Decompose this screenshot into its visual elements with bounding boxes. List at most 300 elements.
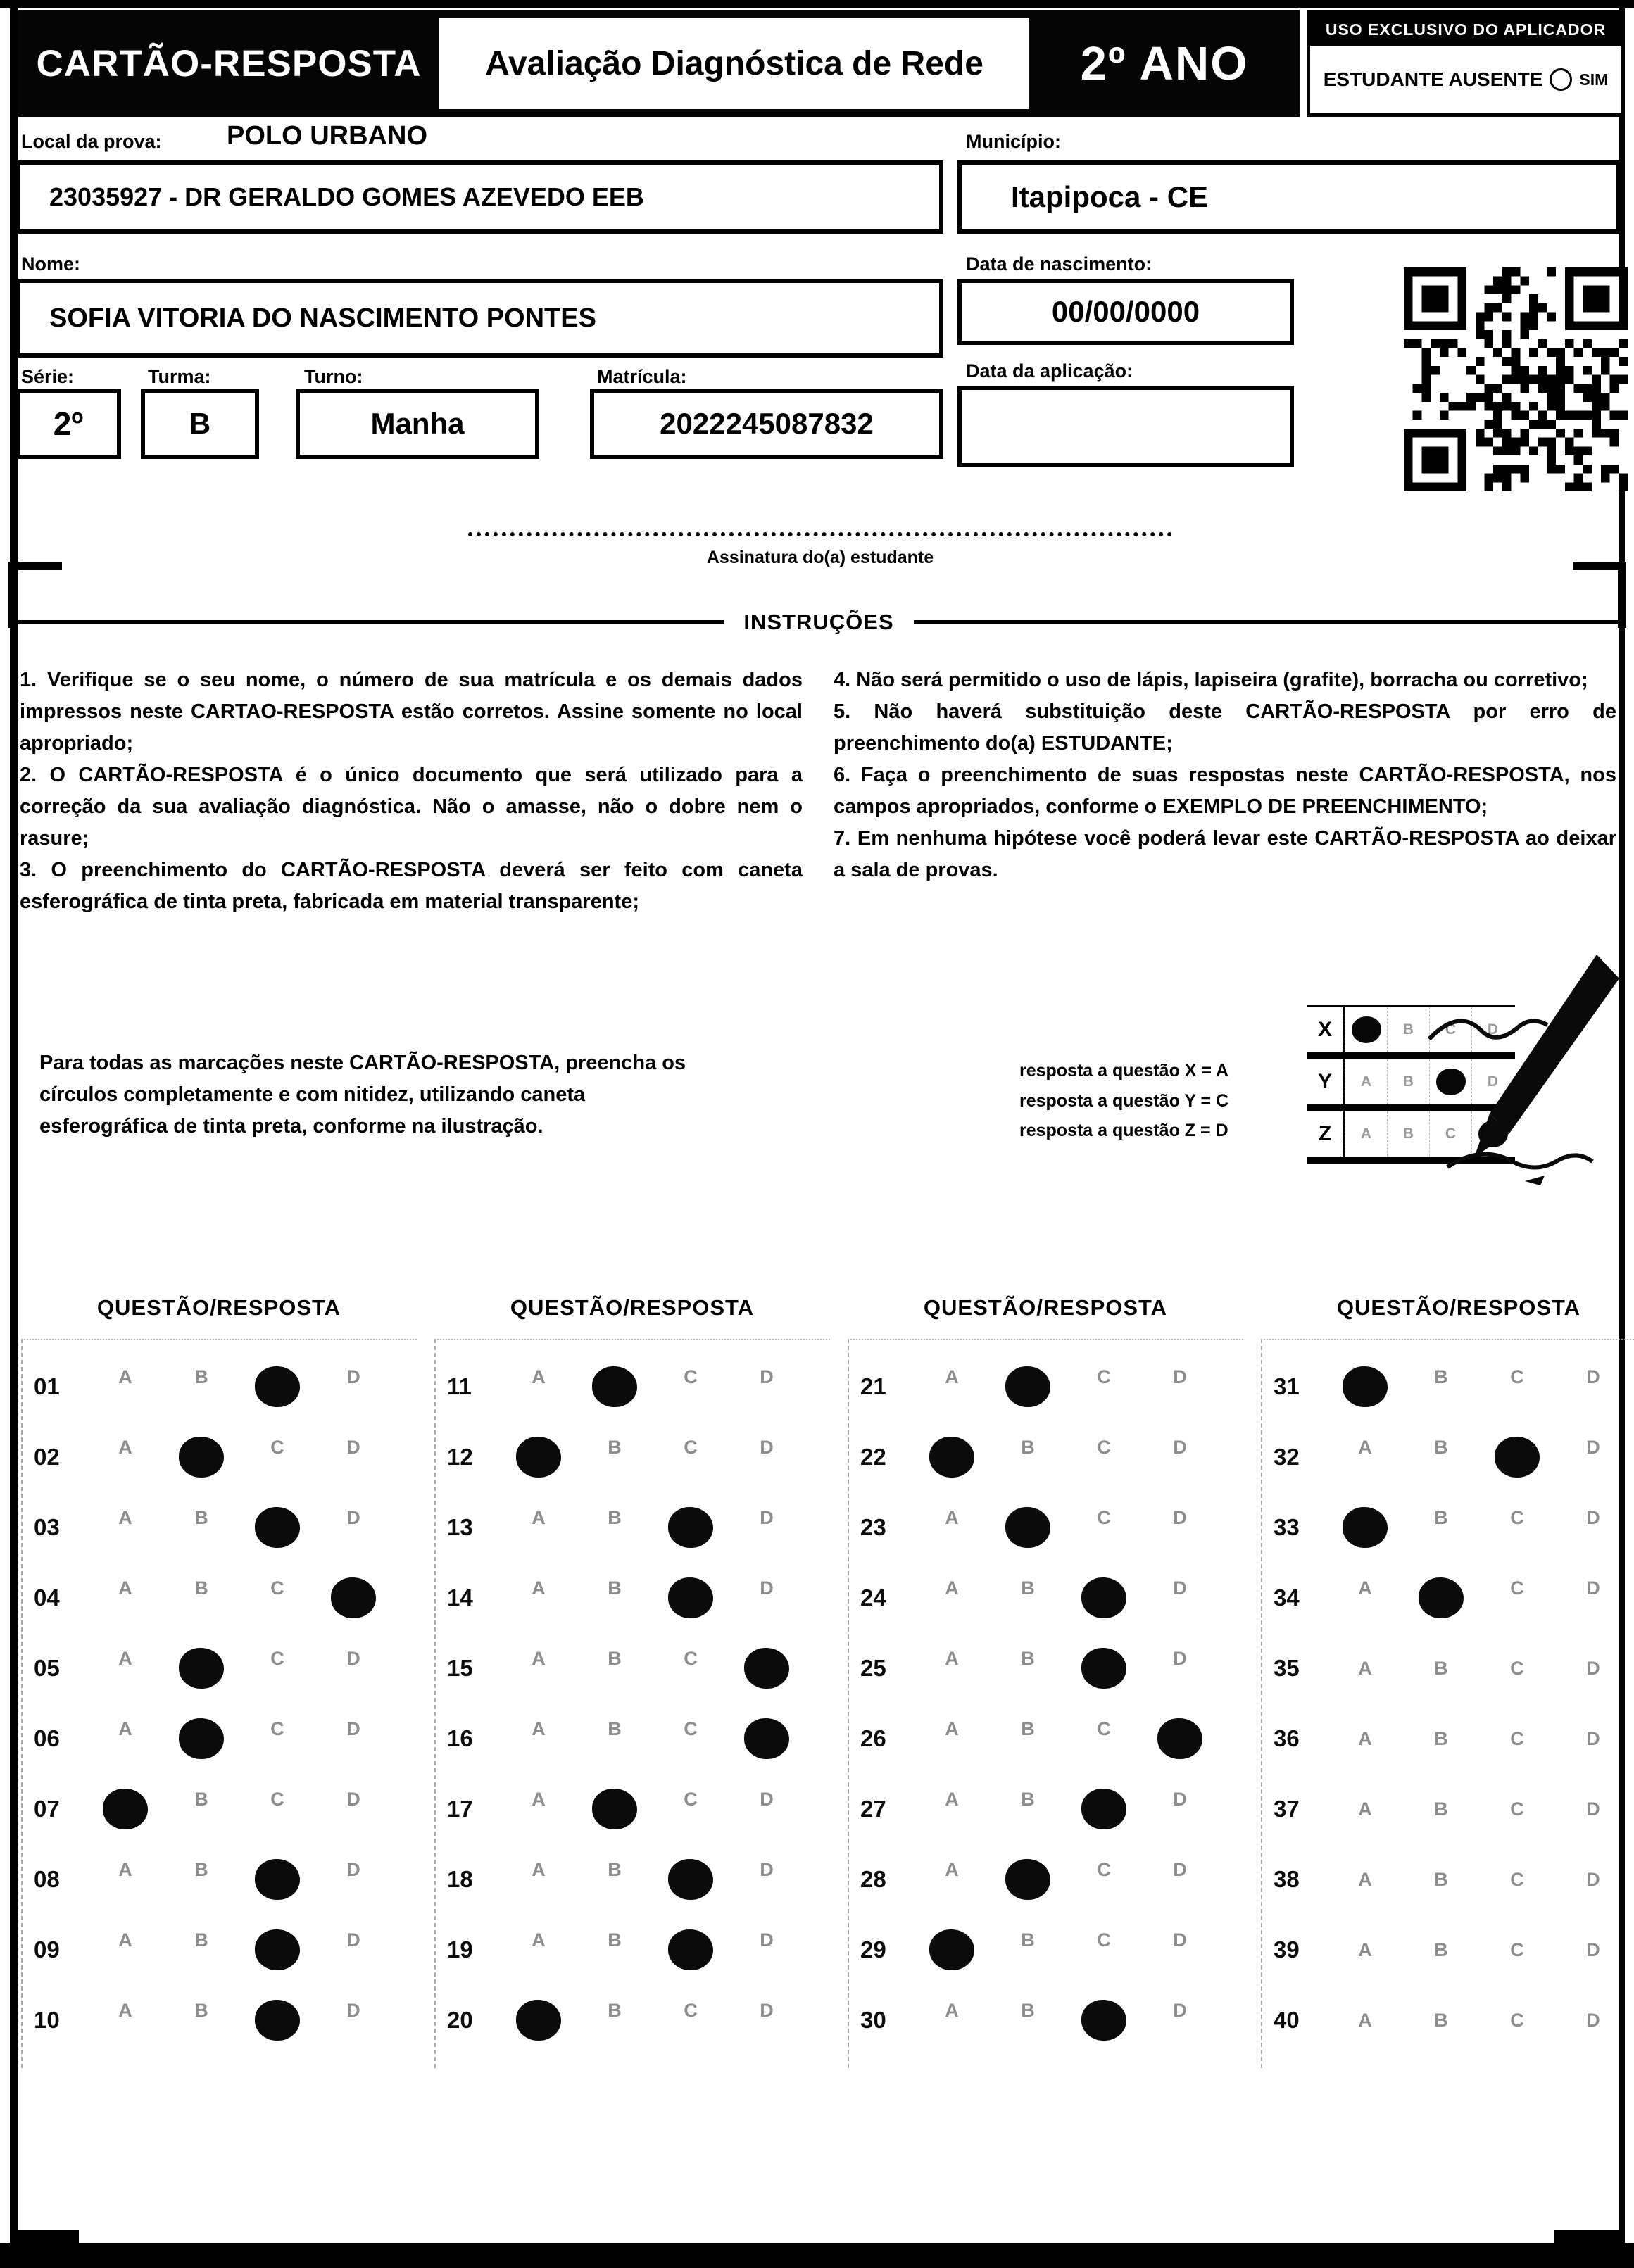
bubble-01-C[interactable] xyxy=(239,1366,315,1407)
marked-bubble xyxy=(179,1648,224,1689)
bubble-32-C[interactable] xyxy=(1479,1437,1555,1478)
option-letter: C xyxy=(1510,1939,1524,1960)
bubble-17-A[interactable] xyxy=(501,1789,577,1810)
bubble-21-A[interactable] xyxy=(914,1366,990,1388)
bubble-18-C[interactable] xyxy=(653,1859,729,1900)
bubble-27-D[interactable] xyxy=(1142,1789,1218,1810)
option-letter: B xyxy=(1021,1437,1035,1458)
option-letter: A xyxy=(945,1366,959,1387)
question-number: 31 xyxy=(1274,1373,1300,1399)
answer-row xyxy=(1262,1563,1634,1633)
option-letter: B xyxy=(1434,2009,1448,2031)
bubble-01-D[interactable] xyxy=(315,1366,391,1388)
answer-row xyxy=(436,1703,830,1774)
marked-bubble xyxy=(1081,1789,1126,1829)
question-number: 21 xyxy=(860,1373,886,1399)
bubble-20-A[interactable] xyxy=(501,2000,577,2041)
bubble-10-A[interactable] xyxy=(87,2000,163,2022)
bubble-08-C[interactable] xyxy=(239,1859,315,1900)
bubble-40-B[interactable] xyxy=(1403,2010,1479,2031)
bubble-37-B[interactable] xyxy=(1403,1798,1479,1820)
qr-code xyxy=(1404,267,1628,491)
nome-field: SOFIA VITORIA DO NASCIMENTO PONTES xyxy=(15,279,943,358)
bubble-34-C[interactable] xyxy=(1479,1577,1555,1599)
question-number: 19 xyxy=(447,1936,473,1963)
option-letter: A xyxy=(532,1366,546,1387)
bubble-13-D[interactable] xyxy=(729,1507,805,1529)
question-number: 32 xyxy=(1274,1444,1300,1470)
bubble-16-A[interactable] xyxy=(501,1718,577,1740)
answer-row xyxy=(849,1352,1243,1422)
bubble-04-B[interactable] xyxy=(163,1577,239,1599)
answer-row xyxy=(1262,1844,1634,1915)
bubble-34-A[interactable] xyxy=(1327,1577,1403,1599)
bubble-22-D[interactable] xyxy=(1142,1437,1218,1459)
option-letter: B xyxy=(1021,1789,1035,1810)
question-number: 16 xyxy=(447,1725,473,1751)
bubble-29-A[interactable] xyxy=(914,1929,990,1970)
option-letter: A xyxy=(118,1507,132,1528)
aplicacao-field[interactable] xyxy=(957,386,1294,467)
bubble-19-A[interactable] xyxy=(501,1929,577,1951)
answer-row xyxy=(436,1352,830,1422)
bubble-16-D[interactable] xyxy=(729,1718,805,1759)
bubble-23-D[interactable] xyxy=(1142,1507,1218,1529)
answer-row xyxy=(849,1492,1243,1563)
marked-bubble xyxy=(1343,1366,1388,1407)
marked-bubble xyxy=(668,1577,713,1618)
option-letter: B xyxy=(608,1577,622,1599)
option-letter: B xyxy=(1434,1657,1448,1679)
bubble-26-C[interactable] xyxy=(1066,1718,1142,1740)
bubble-13-A[interactable] xyxy=(501,1507,577,1529)
bubble-02-C[interactable] xyxy=(239,1437,315,1459)
school-field: 23035927 - DR GERALDO GOMES AZEVEDO EEB xyxy=(15,160,943,234)
bubble-28-D[interactable] xyxy=(1142,1859,1218,1881)
bubble-27-A[interactable] xyxy=(914,1789,990,1810)
question-number: 25 xyxy=(860,1655,886,1681)
signature-line[interactable] xyxy=(468,532,1172,536)
option-letter: B xyxy=(194,1507,208,1528)
matricula-field: 2022245087832 xyxy=(590,389,943,459)
bubble-09-D[interactable] xyxy=(315,1929,391,1951)
bubble-12-B[interactable] xyxy=(577,1437,653,1459)
bubble-39-A[interactable] xyxy=(1327,1939,1403,1961)
bubble-07-D[interactable] xyxy=(315,1789,391,1810)
bubble-22-C[interactable] xyxy=(1066,1437,1142,1459)
question-number: 20 xyxy=(447,2007,473,2033)
answer-row xyxy=(849,1703,1243,1774)
marked-bubble xyxy=(1081,1577,1126,1618)
option-letter: C xyxy=(1097,1437,1111,1458)
bubble-21-C[interactable] xyxy=(1066,1366,1142,1388)
answer-row xyxy=(1262,1422,1634,1492)
bubble-18-D[interactable] xyxy=(729,1859,805,1881)
bubble-18-B[interactable] xyxy=(577,1859,653,1881)
marked-bubble xyxy=(1005,1507,1050,1548)
bubble-36-B[interactable] xyxy=(1403,1728,1479,1750)
option-letter: B xyxy=(1434,1939,1448,1960)
bubble-26-B[interactable] xyxy=(990,1718,1066,1740)
option-letter: B xyxy=(194,1366,208,1387)
bubble-18-A[interactable] xyxy=(501,1859,577,1881)
question-number: 03 xyxy=(34,1514,60,1540)
question-number: 02 xyxy=(34,1444,60,1470)
option-letter: B xyxy=(1021,1718,1035,1739)
option-letter: D xyxy=(760,1929,774,1951)
option-letter: C xyxy=(1510,1507,1524,1528)
bubble-11-A[interactable] xyxy=(501,1366,577,1388)
bubble-05-D[interactable] xyxy=(315,1648,391,1670)
bubble-37-C[interactable] xyxy=(1479,1798,1555,1820)
bubble-22-B[interactable] xyxy=(990,1437,1066,1459)
local-type: POLO URBANO xyxy=(227,121,427,151)
bubble-01-A[interactable] xyxy=(87,1366,163,1388)
bubble-03-C[interactable] xyxy=(239,1507,315,1548)
bubble-26-A[interactable] xyxy=(914,1718,990,1740)
text-line: resposta a questão Z = D xyxy=(1019,1121,1228,1140)
bubble-25-B[interactable] xyxy=(990,1648,1066,1670)
bubble-08-B[interactable] xyxy=(163,1859,239,1881)
question-number: 34 xyxy=(1274,1585,1300,1611)
option-letter: A xyxy=(1358,2009,1372,2031)
option-letter: B xyxy=(194,1859,208,1880)
example-bubble-X-A xyxy=(1345,1007,1387,1052)
bubble-32-A[interactable] xyxy=(1327,1437,1403,1459)
bubble-04-A[interactable] xyxy=(87,1577,163,1599)
bubble-17-D[interactable] xyxy=(729,1789,805,1810)
option-letter: D xyxy=(1173,1859,1187,1880)
bubble-14-B[interactable] xyxy=(577,1577,653,1599)
bubble-07-C[interactable] xyxy=(239,1789,315,1810)
bubble-36-C[interactable] xyxy=(1479,1728,1555,1750)
bubble-06-A[interactable] xyxy=(87,1718,163,1740)
option-letter: B xyxy=(608,1859,622,1880)
bubble-25-C[interactable] xyxy=(1066,1648,1142,1689)
marked-bubble xyxy=(1495,1437,1540,1478)
bubble-09-B[interactable] xyxy=(163,1929,239,1951)
bubble-02-B[interactable] xyxy=(163,1437,239,1478)
option-letter: C xyxy=(1510,2009,1524,2031)
bubble-31-C[interactable] xyxy=(1479,1366,1555,1388)
option-letter: C xyxy=(270,1577,284,1599)
bubble-02-D[interactable] xyxy=(315,1437,391,1459)
bubble-10-B[interactable] xyxy=(163,2000,239,2022)
bubble-06-B[interactable] xyxy=(163,1718,239,1759)
bubble-15-A[interactable] xyxy=(501,1648,577,1670)
registration-mark-right xyxy=(1554,2230,1619,2244)
bubble-26-D[interactable] xyxy=(1142,1718,1218,1759)
bubble-38-D[interactable] xyxy=(1555,1869,1631,1891)
bubble-09-A[interactable] xyxy=(87,1929,163,1951)
bubble-22-A[interactable] xyxy=(914,1437,990,1478)
bubble-05-A[interactable] xyxy=(87,1648,163,1670)
option-letter: A xyxy=(118,1648,132,1669)
bubble-29-B[interactable] xyxy=(990,1929,1066,1951)
bubble-35-D[interactable] xyxy=(1555,1658,1631,1680)
bubble-15-C[interactable] xyxy=(653,1648,729,1670)
question-number: 04 xyxy=(34,1585,60,1611)
option-letter: C xyxy=(684,1648,698,1669)
bubble-32-B[interactable] xyxy=(1403,1437,1479,1459)
answer-row xyxy=(23,1352,417,1422)
bubble-32-D[interactable] xyxy=(1555,1437,1631,1459)
bubble-12-C[interactable] xyxy=(653,1437,729,1459)
bubble-38-B[interactable] xyxy=(1403,1869,1479,1891)
bubble-13-B[interactable] xyxy=(577,1507,653,1529)
bubble-37-D[interactable] xyxy=(1555,1798,1631,1820)
bubble-10-C[interactable] xyxy=(239,2000,315,2041)
question-number: 05 xyxy=(34,1655,60,1681)
text-line: 3. O preenchimento do CARTÃO-RESPOSTA deverá ser feito com caneta esferográfica de tinta preta, fabricada em material transparente; xyxy=(20,858,803,913)
question-number: 38 xyxy=(1274,1866,1300,1892)
bubble-40-D[interactable] xyxy=(1555,2010,1631,2031)
bubble-24-D[interactable] xyxy=(1142,1577,1218,1599)
bubble-29-D[interactable] xyxy=(1142,1929,1218,1951)
bubble-35-C[interactable] xyxy=(1479,1658,1555,1680)
option-letter: B xyxy=(194,2000,208,2021)
bubble-11-D[interactable] xyxy=(729,1366,805,1388)
bubble-40-A[interactable] xyxy=(1327,2010,1403,2031)
applicator-title: USO EXCLUSIVO DO APLICADOR xyxy=(1310,13,1621,46)
bubble-25-A[interactable] xyxy=(914,1648,990,1670)
answer-row xyxy=(436,1844,830,1915)
marked-bubble xyxy=(1005,1859,1050,1900)
bubble-25-D[interactable] xyxy=(1142,1648,1218,1670)
option-letter: D xyxy=(1586,1437,1600,1458)
option-letter: D xyxy=(760,1859,774,1880)
bubble-33-C[interactable] xyxy=(1479,1507,1555,1529)
marked-bubble xyxy=(668,1859,713,1900)
option-letter: C xyxy=(1445,1021,1457,1038)
question-number: 29 xyxy=(860,1936,886,1963)
bubble-24-A[interactable] xyxy=(914,1577,990,1599)
option-letter: B xyxy=(1021,1577,1035,1599)
bubble-29-C[interactable] xyxy=(1066,1929,1142,1951)
nascimento-field: 00/00/0000 xyxy=(957,279,1294,345)
bubble-30-C[interactable] xyxy=(1066,2000,1142,2041)
bubble-21-D[interactable] xyxy=(1142,1366,1218,1388)
option-letter: C xyxy=(1097,1929,1111,1951)
option-letter: D xyxy=(346,1859,360,1880)
bubble-35-A[interactable] xyxy=(1327,1658,1403,1680)
bubble-16-B[interactable] xyxy=(577,1718,653,1740)
bubble-10-D[interactable] xyxy=(315,2000,391,2022)
bubble-23-B[interactable] xyxy=(990,1507,1066,1548)
option-letter: D xyxy=(1586,1727,1600,1749)
bubble-28-C[interactable] xyxy=(1066,1859,1142,1881)
answer-row xyxy=(23,1633,417,1703)
column-header: QUESTÃO/RESPOSTA xyxy=(96,1295,341,1320)
bubble-23-C[interactable] xyxy=(1066,1507,1142,1529)
bubble-19-D[interactable] xyxy=(729,1929,805,1951)
bubble-08-D[interactable] xyxy=(315,1859,391,1881)
bubble-20-B[interactable] xyxy=(577,2000,653,2022)
bubble-33-B[interactable] xyxy=(1403,1507,1479,1529)
bubble-06-C[interactable] xyxy=(239,1718,315,1740)
card-title: CARTÃO-RESPOSTA xyxy=(36,42,422,84)
option-letter: A xyxy=(118,1929,132,1951)
option-letter: D xyxy=(1173,1929,1187,1951)
bubble-14-C[interactable] xyxy=(653,1577,729,1618)
option-letter: D xyxy=(760,1577,774,1599)
bubble-38-C[interactable] xyxy=(1479,1869,1555,1891)
bubble-39-D[interactable] xyxy=(1555,1939,1631,1961)
bubble-31-B[interactable] xyxy=(1403,1366,1479,1388)
bubble-27-C[interactable] xyxy=(1066,1789,1142,1829)
bubble-03-B[interactable] xyxy=(163,1507,239,1529)
marked-bubble xyxy=(1157,1718,1202,1759)
bubble-36-D[interactable] xyxy=(1555,1728,1631,1750)
instructions-right xyxy=(834,664,1616,886)
bubble-02-A[interactable] xyxy=(87,1437,163,1459)
bubble-05-C[interactable] xyxy=(239,1648,315,1670)
bubble-19-C[interactable] xyxy=(653,1929,729,1970)
bubble-14-A[interactable] xyxy=(501,1577,577,1599)
answer-rows xyxy=(434,1339,830,2068)
option-letter: A xyxy=(1358,1577,1372,1599)
bubble-31-D[interactable] xyxy=(1555,1366,1631,1388)
bubble-35-B[interactable] xyxy=(1403,1658,1479,1680)
text-line: 5. Não haverá substituição deste CARTÃO-RESPOSTA por erro de preenchimento do(a) ESTUDANTE; xyxy=(834,700,1616,755)
answer-row xyxy=(849,1563,1243,1633)
option-letter: B xyxy=(1434,1868,1448,1890)
option-letter: D xyxy=(1586,1577,1600,1599)
option-letter: D xyxy=(1487,1073,1499,1090)
bubble-16-C[interactable] xyxy=(653,1718,729,1740)
option-letter: A xyxy=(532,1859,546,1880)
bubble-31-A[interactable] xyxy=(1327,1366,1403,1407)
option-letter: C xyxy=(1510,1868,1524,1890)
option-letter: B xyxy=(608,1507,622,1528)
bubble-28-B[interactable] xyxy=(990,1859,1066,1900)
answer-row xyxy=(1262,1633,1634,1703)
bubble-30-A[interactable] xyxy=(914,2000,990,2022)
option-letter: D xyxy=(1586,1657,1600,1679)
answer-row xyxy=(23,1774,417,1844)
bubble-17-B[interactable] xyxy=(577,1789,653,1829)
bubble-33-D[interactable] xyxy=(1555,1507,1631,1529)
bubble-20-C[interactable] xyxy=(653,2000,729,2022)
bubble-04-D[interactable] xyxy=(315,1577,391,1618)
serie-field: 2º xyxy=(15,389,121,459)
option-letter: A xyxy=(945,1859,959,1880)
option-letter: A xyxy=(945,1577,959,1599)
bubble-13-C[interactable] xyxy=(653,1507,729,1548)
bubble-24-C[interactable] xyxy=(1066,1577,1142,1618)
question-number: 09 xyxy=(34,1936,60,1963)
marked-bubble xyxy=(1081,2000,1126,2041)
bubble-37-A[interactable] xyxy=(1327,1798,1403,1820)
bubble-08-A[interactable] xyxy=(87,1859,163,1881)
student-absent-bubble[interactable] xyxy=(1550,68,1572,91)
marked-bubble xyxy=(592,1789,637,1829)
answer-row xyxy=(436,1492,830,1563)
bubble-12-A[interactable] xyxy=(501,1437,577,1478)
bubble-30-B[interactable] xyxy=(990,2000,1066,2022)
bubble-03-D[interactable] xyxy=(315,1507,391,1529)
bubble-28-A[interactable] xyxy=(914,1859,990,1881)
local-label: Local da prova: xyxy=(21,131,162,152)
option-letter: D xyxy=(1586,1939,1600,1960)
bubble-05-B[interactable] xyxy=(163,1648,239,1689)
option-letter: B xyxy=(1402,1126,1414,1142)
bubble-24-B[interactable] xyxy=(990,1577,1066,1599)
text-line: 2. O CARTÃO-RESPOSTA é o único documento que será utilizado para a correção da sua avaliação diagnóstica. Não o amasse, não o dobre nem o rasure; xyxy=(20,763,803,850)
bubble-15-D[interactable] xyxy=(729,1648,805,1689)
bubble-19-B[interactable] xyxy=(577,1929,653,1951)
bubble-38-A[interactable] xyxy=(1327,1869,1403,1891)
bubble-36-A[interactable] xyxy=(1327,1728,1403,1750)
option-letter: B xyxy=(1021,1648,1035,1669)
answer-row xyxy=(436,1422,830,1492)
bubble-21-B[interactable] xyxy=(990,1366,1066,1407)
bubble-40-C[interactable] xyxy=(1479,2010,1555,2031)
bubble-34-D[interactable] xyxy=(1555,1577,1631,1599)
bubble-17-C[interactable] xyxy=(653,1789,729,1810)
bubble-39-B[interactable] xyxy=(1403,1939,1479,1961)
option-letter: C xyxy=(1097,1366,1111,1387)
bubble-11-B[interactable] xyxy=(577,1366,653,1407)
option-letter: D xyxy=(346,1437,360,1458)
answer-row xyxy=(1262,1915,1634,1985)
bubble-14-D[interactable] xyxy=(729,1577,805,1599)
example-row-label: Y xyxy=(1307,1059,1345,1104)
marked-bubble xyxy=(1005,1366,1050,1407)
option-letter: B xyxy=(194,1577,208,1599)
option-letter: D xyxy=(346,1718,360,1739)
question-number: 37 xyxy=(1274,1796,1300,1822)
example-row-label: X xyxy=(1307,1007,1345,1052)
bubble-27-B[interactable] xyxy=(990,1789,1066,1810)
bubble-20-D[interactable] xyxy=(729,2000,805,2022)
bubble-39-C[interactable] xyxy=(1479,1939,1555,1961)
bubble-15-B[interactable] xyxy=(577,1648,653,1670)
marked-bubble xyxy=(179,1718,224,1759)
text-line: 4. Não será permitido o uso de lápis, lapiseira (grafite), borracha ou corretivo; xyxy=(834,669,1588,691)
marked-bubble xyxy=(1419,1577,1464,1618)
option-letter: C xyxy=(684,1366,698,1387)
bubble-33-A[interactable] xyxy=(1327,1507,1403,1548)
bubble-09-C[interactable] xyxy=(239,1929,315,1970)
option-letter: C xyxy=(270,1789,284,1810)
bubble-12-D[interactable] xyxy=(729,1437,805,1459)
bubble-03-A[interactable] xyxy=(87,1507,163,1529)
bubble-34-B[interactable] xyxy=(1403,1577,1479,1618)
option-letter: D xyxy=(760,1437,774,1458)
bubble-04-C[interactable] xyxy=(239,1577,315,1599)
question-number: 15 xyxy=(447,1655,473,1681)
answer-row xyxy=(436,1563,830,1633)
option-letter: C xyxy=(270,1648,284,1669)
marked-bubble xyxy=(255,1929,300,1970)
option-letter: D xyxy=(760,1789,774,1810)
bubble-11-C[interactable] xyxy=(653,1366,729,1388)
bubble-23-A[interactable] xyxy=(914,1507,990,1529)
bubble-07-B[interactable] xyxy=(163,1789,239,1810)
page-border-top xyxy=(0,0,1634,8)
marked-bubble xyxy=(929,1929,974,1970)
registration-mark-left xyxy=(14,2230,79,2244)
bubble-06-D[interactable] xyxy=(315,1718,391,1740)
bubble-07-A[interactable] xyxy=(87,1789,163,1829)
option-letter: C xyxy=(684,1718,698,1739)
bubble-01-B[interactable] xyxy=(163,1366,239,1388)
example-legend xyxy=(1019,1056,1301,1146)
option-letter: C xyxy=(1510,1727,1524,1749)
bubble-30-D[interactable] xyxy=(1142,2000,1218,2022)
answer-row xyxy=(849,1422,1243,1492)
